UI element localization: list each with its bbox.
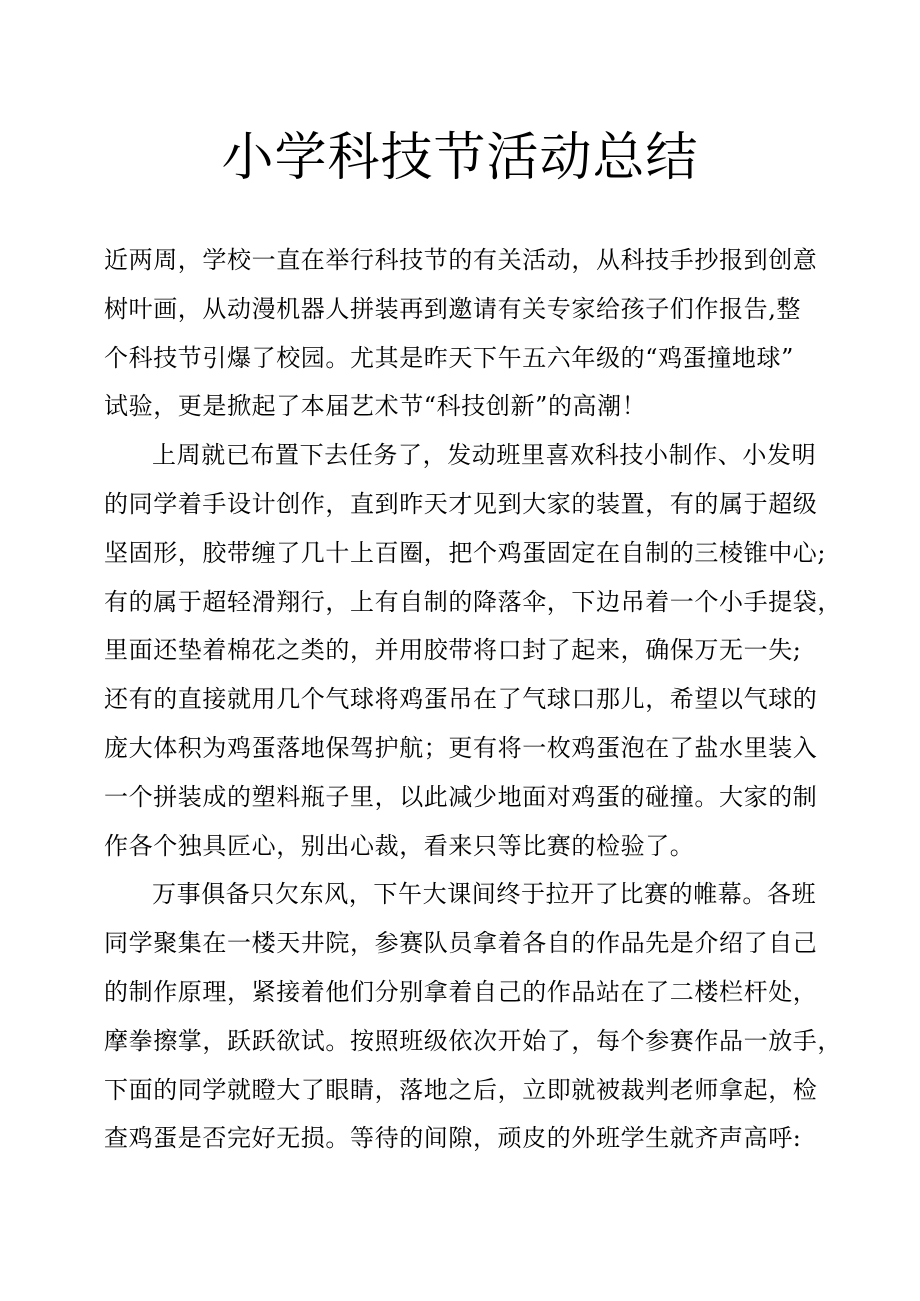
paragraph-1-line: 试验，更是掀起了本届艺术节“科技创新”的高潮！	[104, 392, 647, 421]
paragraph-3-line: 同学聚集在一楼天井院，参赛队员拿着各自的作品先是介绍了自己	[104, 929, 818, 958]
paragraph-3-line: 摩拳擦掌，跃跃欲试。按照班级依次开始了，每个参赛作品一放手，	[104, 1026, 842, 1055]
document-title: 小学科技节活动总结	[221, 128, 699, 188]
paragraph-1-line: 近两周，学校一直在举行科技节的有关活动，从科技手抄报到创意	[104, 246, 818, 274]
paragraph-2-line: 还有的直接就用几个气球将鸡蛋吊在了气球口那儿，希望以气球的	[104, 685, 818, 714]
paragraph-2-line: 里面还垫着棉花之类的，并用胶带将口封了起来，确保万无一失;	[104, 636, 802, 665]
paragraph-1-line: 个科技节引爆了校园。尤其是昨天下午五六年级的“鸡蛋撞地球”	[104, 343, 794, 372]
paragraph-2-line: 坚固形，胶带缠了几十上百圈，把个鸡蛋固定在自制的三棱锥中心;	[104, 538, 827, 567]
paragraph-2-line: 庞大体积为鸡蛋落地保驾护航；更有将一枚鸡蛋泡在了盐水里装入	[104, 733, 818, 762]
paragraph-2-line: 的同学着手设计创作，直到昨天才见到大家的装置，有的属于超级	[104, 489, 818, 518]
paragraph-2-line: 上周就已布置下去任务了，发动班里喜欢科技小制作、小发明	[152, 441, 817, 470]
paragraph-3-line: 的制作原理，紧接着他们分别拿着自己的作品站在了二楼栏杆处，	[104, 977, 818, 1006]
paragraph-3-line: 查鸡蛋是否完好无损。等待的间隙，顽皮的外班学生就齐声高呼:	[104, 1124, 802, 1153]
paragraph-3-line: 下面的同学就瞪大了眼睛，落地之后，立即就被裁判老师拿起，检	[104, 1075, 818, 1104]
paragraph-2-line: 作各个独具匠心，别出心裁，看来只等比赛的检验了。	[104, 831, 695, 860]
document-body	[104, 236, 842, 1163]
paragraph-1-line: 树叶画，从动漫机器人拼装再到邀请有关专家给孩子们作报告,整	[104, 294, 802, 323]
paragraph-3-line: 万事俱备只欠东风，下午大课间终于拉开了比赛的帷幕。各班	[152, 880, 817, 909]
paragraph-2-line: 一个拼装成的塑料瓶子里，以此减少地面对鸡蛋的碰撞。大家的制	[104, 782, 818, 811]
paragraph-2-line: 有的属于超轻滑翔行，上有自制的降落伞，下边吊着一个小手提袋，	[104, 587, 842, 616]
